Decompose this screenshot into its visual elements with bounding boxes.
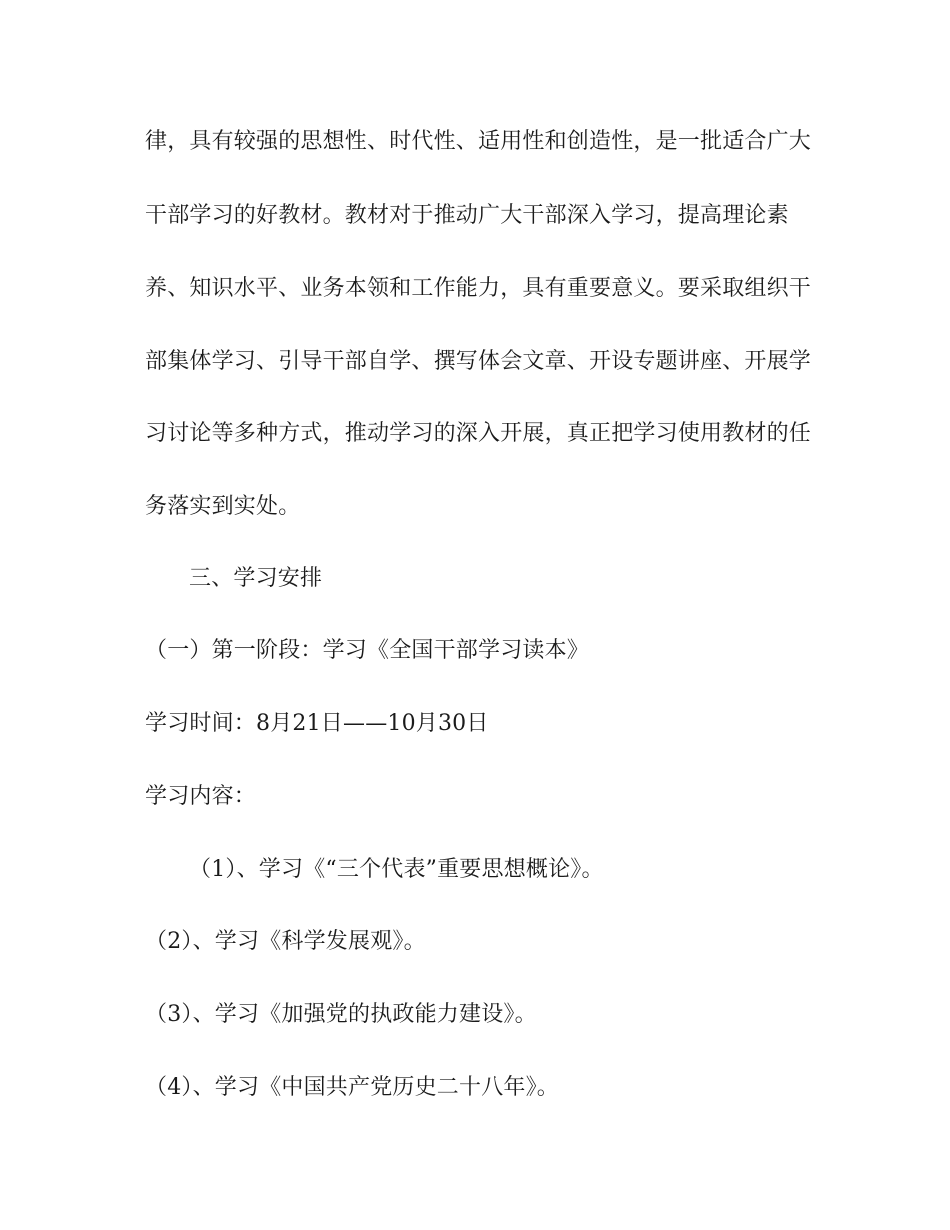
subsection-heading: （一）第一阶段：学习《全国干部学习读本》 xyxy=(145,638,590,663)
study-content-label: 学习内容： xyxy=(145,784,257,809)
body-text-line: 习讨论等多种方式，推动学习的深入开展，真正把学习使用教材的任 xyxy=(145,421,812,446)
body-text-line: 部集体学习、引导干部自学、撰写体会文章、开设专题讲座、开展学 xyxy=(145,349,812,374)
body-text-line: 养、知识水平、业务本领和工作能力，具有重要意义。要采取组织干 xyxy=(145,276,812,301)
body-text-line: 干部学习的好教材。教材对于推动广大干部深入学习，提高理论素 xyxy=(145,203,789,228)
study-period-line: 学习时间：8月21日——10月30日 xyxy=(145,711,489,736)
list-item: （4）、学习《中国共产党历史二十八年》。 xyxy=(145,1075,559,1100)
body-text-line: 务落实到实处。 xyxy=(145,494,301,519)
body-text-line: 律，具有较强的思想性、时代性、适用性和创造性，是一批适合广大 xyxy=(145,129,812,154)
list-item: （1）、学习《“三个代表”重要思想概论》。 xyxy=(189,857,604,882)
list-item: （2）、学习《科学发展观》。 xyxy=(145,929,426,954)
section-heading: 三、学习安排 xyxy=(189,566,323,591)
list-item: （3）、学习《加强党的执政能力建设》。 xyxy=(145,1002,537,1027)
